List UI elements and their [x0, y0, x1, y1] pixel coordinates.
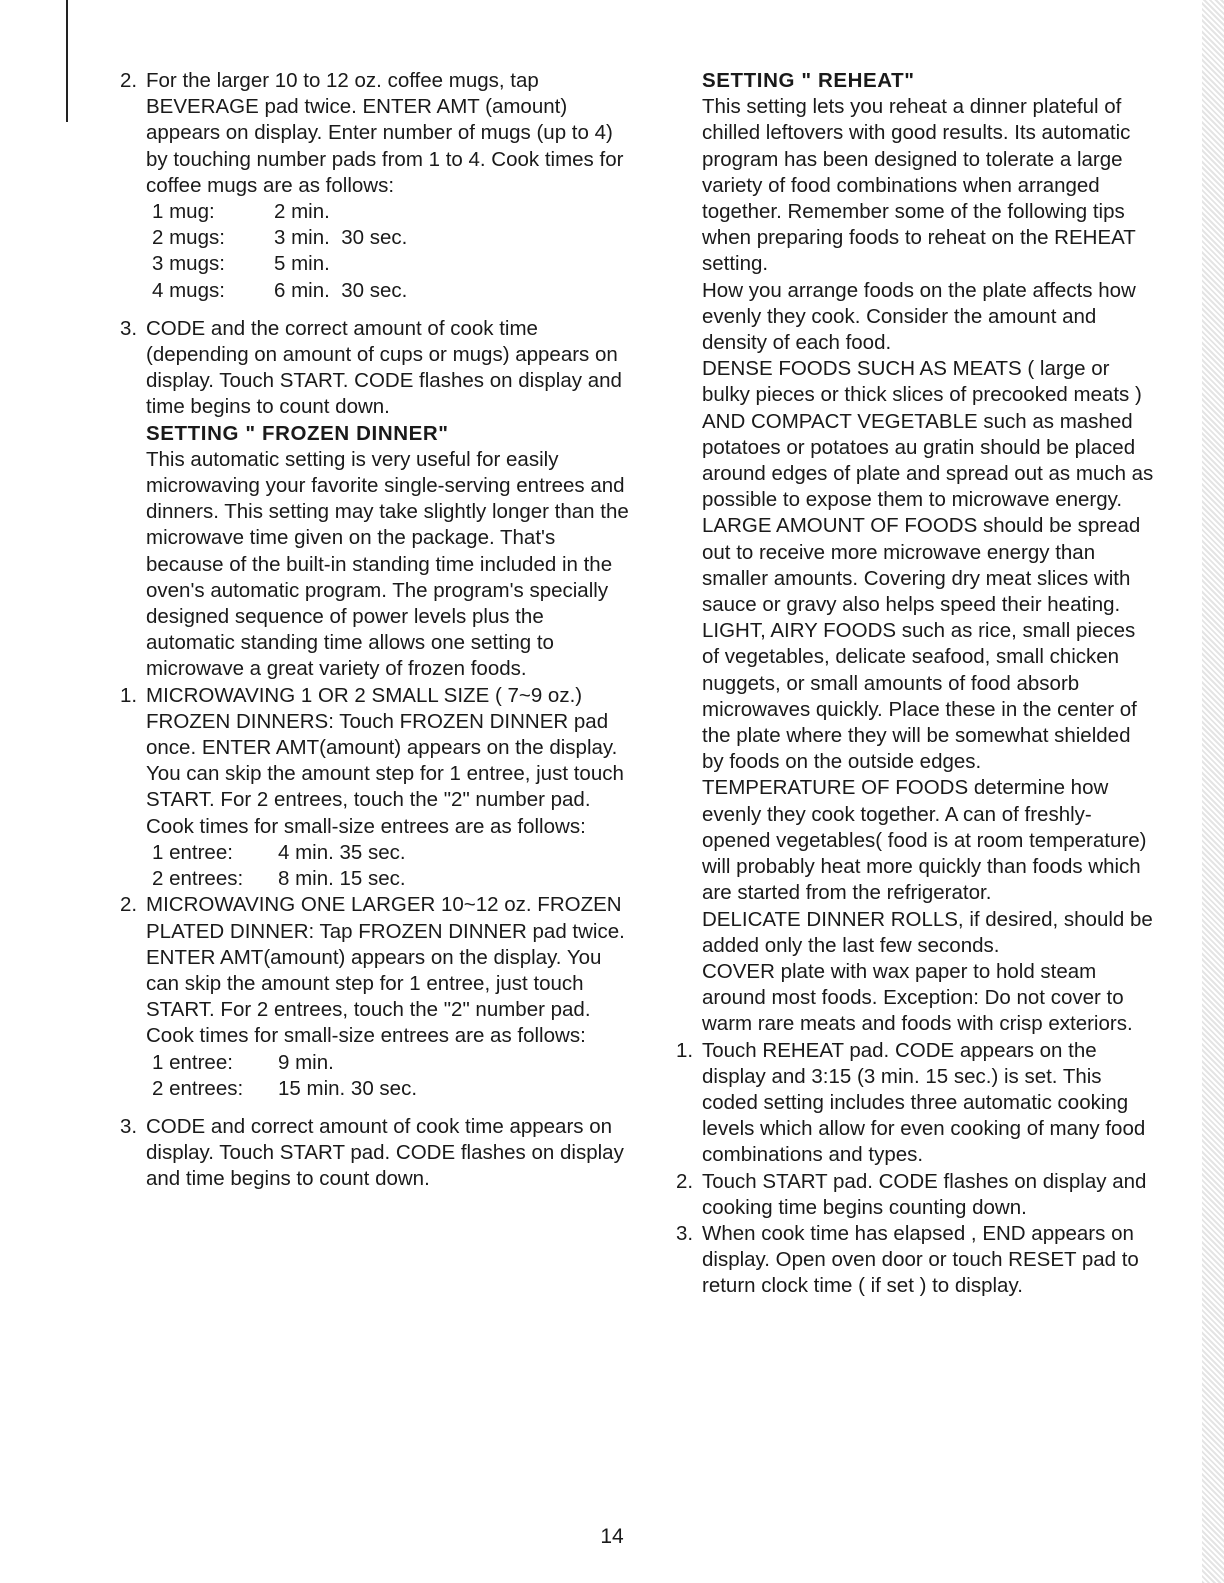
- entree-count: 1 entree:: [152, 840, 233, 864]
- right-column: [676, 68, 1156, 1300]
- frozen-step-3: [120, 1114, 630, 1193]
- frozen-dinner-intro: This automatic setting is very useful for easily microwaving your favorite single-serving entrees and dinners. This setting may take slightly longer than the microwave time given on the package. That's because of the built-in standing time included in the oven's automatic program. The program's specially designed sequence of power levels plus the automatic standing time allows one setting to microwave a great variety of frozen foods.: [146, 447, 629, 681]
- table-row: [152, 1050, 630, 1076]
- step-text: MICROWAVING ONE LARGER 10~12 oz. FROZEN PLATED DINNER: Tap FROZEN DINNER pad twice. ENTER AMT(amount) appears on the display. You can skip the amount step for 1 entree, just touch START. For 2 entrees, touch the "2" number pad. Cook times for small-size entrees are as follows:: [146, 893, 625, 1048]
- step-text: When cook time has elapsed , END appears on display. Open oven door or touch RESET pad to return clock time ( if set ) to display.: [702, 1221, 1139, 1298]
- scan-edge-mark: [66, 0, 68, 122]
- table-row: [152, 199, 630, 225]
- reheat-intro: This setting lets you reheat a dinner plateful of chilled leftovers with good results. Its automatic program has been designed to tolerate a large variety of food combinations when arranged together. Remember some of the following tips when preparing foods to reheat on the REHEAT setting.: [702, 95, 1136, 276]
- mugs-time-table: [152, 199, 630, 304]
- table-row: [152, 866, 630, 892]
- step-number: 1.: [120, 683, 138, 707]
- large-amount-tip: LARGE AMOUNT OF FOODS should be spread out to receive more microwave energy than smaller amounts. Covering dry meat slices with sauce or gravy also helps speed their heating.: [702, 514, 1141, 617]
- page-number: 14: [600, 1525, 624, 1548]
- step-number: 3.: [120, 316, 138, 340]
- step-text: CODE and correct amount of cook time appears on display. Touch START pad. CODE flashes on display and time begins to count down.: [146, 1114, 624, 1191]
- reheat-heading: SETTING " REHEAT": [702, 69, 915, 92]
- step-text: Touch REHEAT pad. CODE appears on the display and 3:15 (3 min. 15 sec.) is set. This coded setting includes three automatic cooking levels which allow for even cooking of many food combinations and types.: [702, 1038, 1146, 1167]
- reheat-step-1: [676, 1038, 1156, 1169]
- step-number: 1.: [676, 1038, 694, 1062]
- mug-count: 3 mugs:: [152, 252, 225, 276]
- dense-foods-tip: DENSE FOODS SUCH AS MEATS ( large or bulky pieces or thick slices of precooked meats ) AND COMPACT VEGETABLE such as mashed potatoes or potatoes au gratin should be placed around edges of plate and spread out as much as possible to expose them to microwave energy.: [702, 357, 1154, 512]
- table-row: [152, 278, 630, 304]
- table-row: [152, 1076, 630, 1102]
- mug-time: 3 min. 30 sec.: [274, 226, 408, 250]
- beverage-step-2: [120, 68, 630, 199]
- reheat-step-3: [676, 1221, 1156, 1300]
- step-number: 2.: [676, 1169, 694, 1193]
- entree-time: 4 min. 35 sec.: [278, 840, 406, 864]
- light-foods-tip: LIGHT, AIRY FOODS such as rice, small pieces of vegetables, delicate seafood, small chicken nuggets, or small amounts of food absorb microwaves quickly. Place these in the center of the plate where they will be somewhat shielded by foods on the outside edges.: [702, 619, 1137, 774]
- step-number: 3.: [676, 1221, 694, 1245]
- step-text: For the larger 10 to 12 oz. coffee mugs, tap BEVERAGE pad twice. ENTER AMT (amount) appears on display. Enter number of mugs (up to 4) by touching number pads from 1 to 4. Cook times for coffee mugs are as follows:: [146, 69, 624, 197]
- scan-right-edge: [1202, 0, 1224, 1583]
- large-entree-time-table: [152, 1050, 630, 1102]
- beverage-step-3: [120, 316, 630, 421]
- reheat-step-2: [676, 1169, 1156, 1221]
- frozen-step-2: [120, 892, 630, 1049]
- table-row: [152, 251, 630, 277]
- mug-time: 6 min. 30 sec.: [274, 278, 408, 302]
- mug-count: 4 mugs:: [152, 278, 225, 302]
- table-row: [152, 225, 630, 251]
- entree-count: 2 entrees:: [152, 867, 244, 891]
- step-number: 2.: [120, 893, 138, 917]
- entree-time: 8 min. 15 sec.: [278, 867, 406, 891]
- frozen-dinner-heading: SETTING " FROZEN DINNER": [146, 421, 449, 445]
- step-number: 3.: [120, 1114, 138, 1138]
- entree-count: 2 entrees:: [152, 1076, 244, 1100]
- step-number: 2.: [120, 69, 138, 92]
- step-text: Touch START pad. CODE flashes on display and cooking time begins counting down.: [702, 1169, 1147, 1219]
- entree-time: 9 min.: [278, 1050, 334, 1074]
- entree-count: 1 entree:: [152, 1050, 233, 1074]
- cover-tip: COVER plate with wax paper to hold steam around most foods. Exception: Do not cover to warm rare meats and foods with crisp exteriors.: [702, 959, 1133, 1036]
- table-row: [152, 840, 630, 866]
- mug-time: 5 min.: [274, 252, 330, 276]
- dinner-rolls-tip: DELICATE DINNER ROLLS, if desired, should be added only the last few seconds.: [702, 907, 1153, 957]
- entree-time: 15 min. 30 sec.: [278, 1076, 418, 1100]
- reheat-arrangement-tip: How you arrange foods on the plate affects how evenly they cook. Consider the amount and density of each food.: [702, 278, 1136, 355]
- left-column: [120, 68, 630, 1193]
- small-entree-time-table: [152, 840, 630, 892]
- frozen-step-1: [120, 683, 630, 840]
- mug-count: 2 mugs:: [152, 226, 225, 250]
- temperature-tip: TEMPERATURE OF FOODS determine how evenly they cook together. A can of freshly-opened vegetables( food is at room temperature) will probably heat more quickly than foods which are started from the refrigerator.: [702, 776, 1147, 905]
- step-text: MICROWAVING 1 OR 2 SMALL SIZE ( 7~9 oz.) FROZEN DINNERS: Touch FROZEN DINNER pad once. ENTER AMT(amount) appears on the display. You can skip the amount step for 1 entree, just touch START. For 2 entrees, touch the "2" number pad. Cook times for small-size entrees are as follows:: [146, 683, 624, 838]
- step-text: CODE and the correct amount of cook time (depending on amount of cups or mugs) appears on display. Touch START. CODE flashes on display and time begins to count down.: [146, 316, 622, 419]
- mug-count: 1 mug:: [152, 200, 215, 224]
- mug-time: 2 min.: [274, 200, 330, 224]
